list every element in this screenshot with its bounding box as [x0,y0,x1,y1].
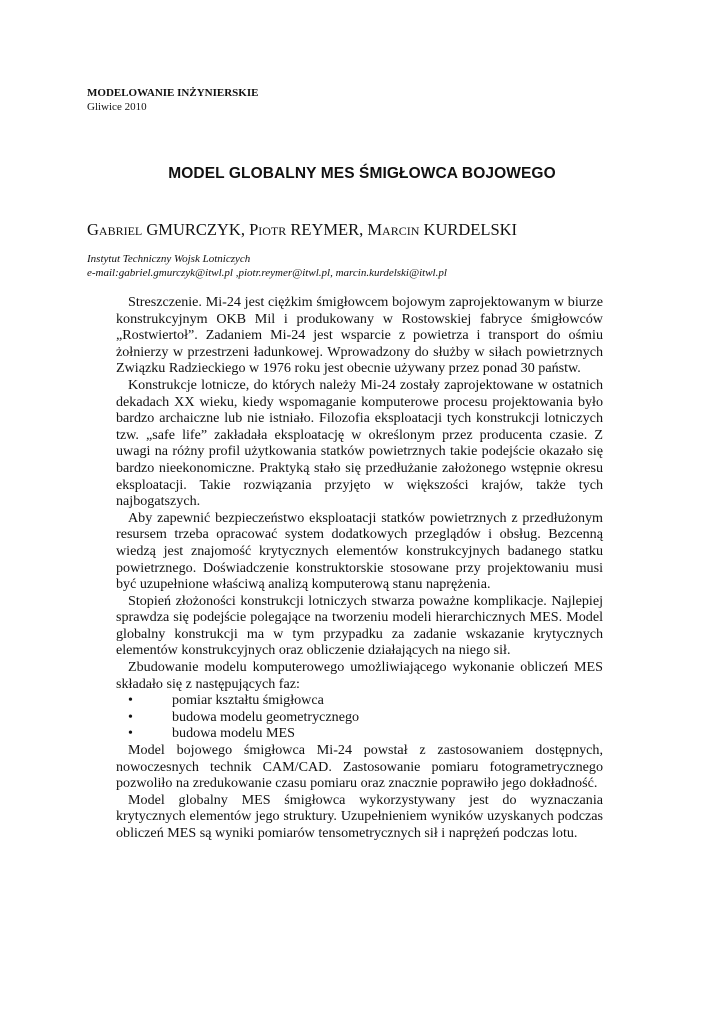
abstract-body [116,294,603,842]
journal-header [87,86,258,114]
bullet-icon: • [128,708,133,725]
author-2-last-name: REYMER [290,220,360,239]
institute-name: Instytut Techniczny Wojsk Lotniczych [87,253,251,265]
list-item [116,692,603,709]
author-2-first-name: Piotr [249,220,287,239]
list-item-text: budowa modelu geometrycznego [172,708,360,725]
journal-name: MODELOWANIE INŻYNIERSKIE [87,87,259,99]
paragraph-4: Stopień złożoności konstrukcji lotniczych stwarza poważne komplikacje. Najlepiej sprawdza się podejście polegające na tworzeniu modeli hierarchicznych MES. Model globalny konstrukcji ma w tym przypadku za zadanie wskazanie krytycznych elementów konstrukcyjnych oraz obliczenie działających na niego sił. [116,592,603,659]
author-3-first-name: Marcin [367,220,420,239]
list-item-text: budowa modelu MES [172,725,295,742]
paragraph-2: Konstrukcje lotnicze, do których należy Mi-24 zostały zaprojektowane w ostatnich dekadach XX wieku, kiedy wspomaganie komputerowe procesu projektowania było bardzo archaiczne lub nie istniało. Filozofia eksploatacji tych konstrukcji lotniczych tzw. „safe life” zakładała eksploatację w określonym przez producenta czasie. Z uwagi na różny profil użytkowania statków powietrznych takie podejście okazało się bardzo nieekonomiczne. Praktyką stało się przedłużanie założonego wstępnie okresu eksploatacji. Takie rozwiązania przyjęto w większości krajów, także tych najbogatszych. [116,376,603,510]
affiliation [87,252,447,280]
author-1-last-name: GMURCZYK [146,220,241,239]
bullet-icon: • [128,692,133,709]
list-item-text: pomiar kształtu śmigłowca [172,692,324,709]
place-year: Gliwice 2010 [87,101,147,113]
author-3-last-name: KURDELSKI [423,220,518,239]
phase-list [116,692,603,742]
paragraph-3: Aby zapewnić bezpieczeństwo eksploatacji statków powietrznych z przedłużonym resursem trzeba opracować system dodatkowych przeglądów i obsług. Bezcenną wiedzą jest znajomość krytycznych elementów konstrukcyjnych badanego statku powietrznego. Doświadczenie konstruktorskie stosowane przy projektowaniu musi być uzupełnione właściwą analizą komputerową stanu naprężenia. [116,509,603,593]
email-addresses: e-mail:gabriel.gmurczyk@itwl.pl ,piotr.reymer@itwl.pl, marcin.kurdelski@itwl.pl [87,267,447,279]
paragraph-5: Zbudowanie modelu komputerowego umożliwiającego wykonanie obliczeń MES składało się z następujących faz: [116,659,603,692]
author-1-first-name: Gabriel [87,220,143,239]
author-list: Gabriel GMURCZYK, Piotr REYMER, Marcin KURDELSKI [87,220,518,239]
list-item [116,709,603,726]
paragraph-1: Streszczenie. Mi-24 jest ciężkim śmigłowcem bojowym zaprojektowanym w biurze konstrukcyjnym OKB Mil i produkowany w Rostowskiej fabryce śmigłowców „Rostwiertoł”. Zadaniem Mi-24 jest wsparcie z powietrza i transport do ośmiu żołnierzy w przestrzeni ładunkowej. Wprowadzony do służby w siłach powietrznych Związku Radzieckiego w 1976 roku jest obecnie używany przez ponad 30 państw. [116,294,603,377]
list-item [116,725,603,742]
paragraph-7: Model globalny MES śmigłowca wykorzystywany jest do wyznaczania krytycznych elementów jego struktury. Uzupełnieniem wyników uzyskanych podczas obliczeń MES są wyniki pomiarów tensometrycznych sił i naprężeń podczas lotu. [116,791,603,841]
paragraph-6: Model bojowego śmigłowca Mi-24 powstał z zastosowaniem dostępnych, nowoczesnych technik CAM/CAD. Zastosowanie pomiaru fotogrametrycznego pozwoliło na zredukowanie czasu pomiaru oraz znacznie poprawiło jego dokładność. [116,742,603,792]
bullet-icon: • [128,725,133,742]
paper-title: MODEL GLOBALNY MES ŚMIGŁOWCA BOJOWEGO [168,165,556,182]
